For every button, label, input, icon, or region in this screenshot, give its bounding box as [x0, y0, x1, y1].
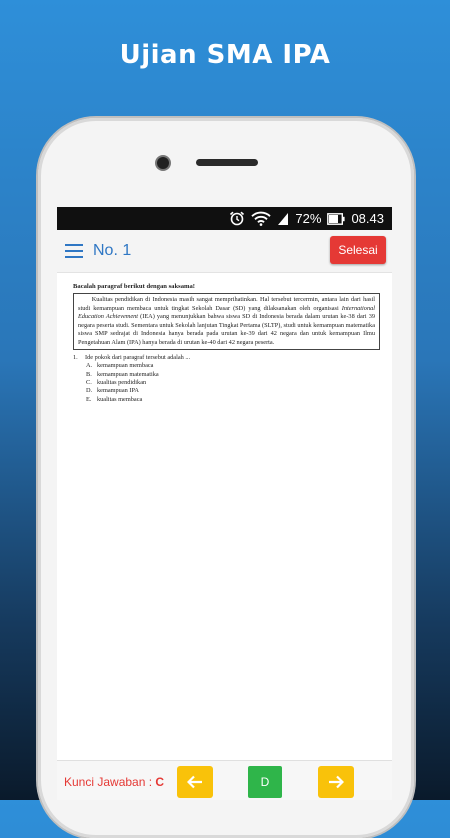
answer-key-value: C: [155, 775, 165, 789]
option-text: kemampuan matematika: [97, 370, 159, 378]
front-camera: [157, 157, 169, 169]
option-c: [86, 379, 380, 387]
signal-icon: [277, 212, 289, 226]
option-letter: C.: [86, 379, 92, 386]
answer-key-label: Kunci Jawaban :: [64, 775, 156, 789]
battery-percent: 72%: [295, 211, 322, 226]
next-button[interactable]: [318, 766, 354, 798]
option-b: [86, 371, 380, 379]
option-text: kualitas pendidikan: [97, 379, 147, 386]
battery-icon: [327, 213, 345, 225]
answer-options: [73, 362, 380, 403]
option-letter: B.: [86, 370, 92, 378]
option-text: kualitas membaca: [97, 395, 143, 403]
option-letter: A.: [86, 362, 93, 370]
phone-screen: [57, 207, 392, 800]
option-letter: D.: [86, 387, 93, 395]
passage-italic-term: International Education Achievement: [78, 304, 375, 320]
option-a: [86, 362, 380, 370]
question-number-title: No. 1: [93, 242, 132, 259]
question-instruction: Bacalah paragraf berikut dengan saksama!: [73, 283, 195, 290]
status-bar: [57, 207, 392, 230]
option-text: kemampuan IPA: [97, 387, 139, 395]
finish-button[interactable]: Selesai: [330, 236, 386, 264]
passage-text-2: (IEA) yang menunjukkan bahwa siswa SD di Indonesia berada dalam urutan ke-38 dari 39 negara peserta studi. Sementara untuk Sekolah lanjutan Tingkat Pertama (SLTP), studi untuk kemampuan matematika siswa SMP sedrajat di Indonesia hanya berada pada urutan ke-39 dari 42 negara dan untuk kemampuan Ilmu Pengetahuan Alam (IPA) hanya berada di urutan ke-40 dari 42 negara peserta.: [78, 313, 375, 346]
option-letter: E.: [86, 395, 92, 403]
arrow-left-icon: [187, 775, 203, 789]
hamburger-icon[interactable]: [65, 244, 83, 258]
bottom-bar: [57, 760, 392, 800]
selected-answer-button[interactable]: D: [248, 766, 282, 798]
reading-passage: [73, 293, 380, 350]
app-bar: [57, 230, 392, 273]
question-content: [57, 273, 392, 404]
promo-headline: Ujian SMA IPA: [119, 40, 331, 70]
option-e: [86, 396, 380, 404]
alarm-icon: [229, 211, 245, 226]
answer-key: [64, 775, 164, 789]
question-stem-text: Ide pokok dari paragraf tersebut adalah ...: [85, 354, 191, 361]
option-d: [86, 387, 380, 395]
passage-text-1: Kualitas pendidikan di Indonesia masih sangat memprihatinkan. Hal tersebut tercermin, antara lain dari hasil studi kemampuan membaca untuk tingkat Sekolah Dasar (SD) yang dilaksanakan oleh organisasi: [78, 296, 375, 312]
arrow-right-icon: [328, 775, 344, 789]
previous-button[interactable]: [177, 766, 213, 798]
earpiece-speaker: [196, 159, 258, 166]
question-number: 1.: [73, 354, 78, 361]
option-text: kemampuan membaca: [97, 362, 154, 370]
question-stem: [73, 354, 380, 362]
clock: 08.43: [351, 211, 384, 226]
wifi-icon: [251, 211, 271, 226]
